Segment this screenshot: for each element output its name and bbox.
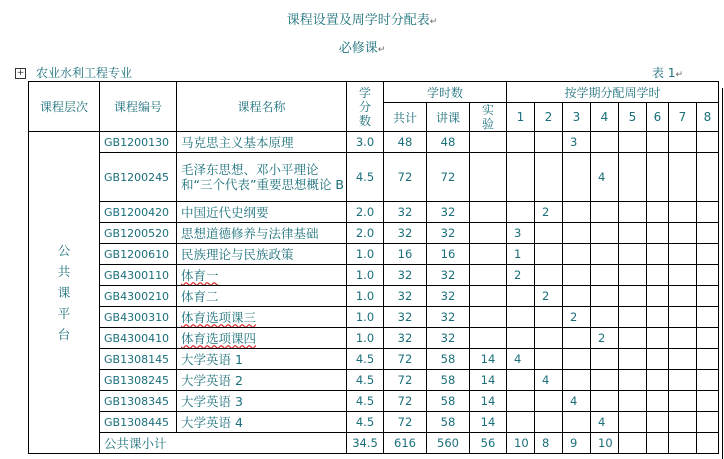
credit-value: 4.5 xyxy=(347,412,384,433)
subtotal-semester xyxy=(669,433,697,454)
lecture-hours: 58 xyxy=(427,412,470,433)
semester-hours: 2 xyxy=(591,328,619,349)
semester-hours xyxy=(697,349,719,370)
total-hours: 48 xyxy=(384,132,427,153)
semester-hours xyxy=(591,202,619,223)
credit-value: 1.0 xyxy=(347,286,384,307)
header-total: 共计 xyxy=(384,103,427,132)
lab-hours xyxy=(470,132,507,153)
semester-hours xyxy=(669,265,697,286)
course-code: GB1308245 xyxy=(100,370,177,391)
table-row xyxy=(29,391,719,412)
semester-hours: 2 xyxy=(535,286,563,307)
course-name: 马克思主义基本原理 xyxy=(177,132,347,153)
semester-hours xyxy=(619,370,647,391)
credit-value: 4.5 xyxy=(347,370,384,391)
semester-hours xyxy=(563,223,591,244)
semester-hours xyxy=(619,286,647,307)
table-row xyxy=(29,286,719,307)
semester-hours xyxy=(647,223,669,244)
header-semester: 2 xyxy=(535,103,563,132)
header-lab-char: 实 xyxy=(481,103,494,117)
table-number-label: 表 1↵ xyxy=(652,66,683,80)
table-row xyxy=(29,307,719,328)
semester-hours: 4 xyxy=(507,349,535,370)
lab-hours xyxy=(470,153,507,202)
semester-hours xyxy=(591,265,619,286)
course-name: 体育选项课三 xyxy=(177,307,347,328)
semester-hours xyxy=(697,307,719,328)
semester-hours xyxy=(669,132,697,153)
credit-value: 2.0 xyxy=(347,202,384,223)
lecture-hours: 32 xyxy=(427,202,470,223)
header-lecture: 讲课 xyxy=(427,103,470,132)
semester-hours xyxy=(535,244,563,265)
semester-hours xyxy=(669,244,697,265)
semester-hours: 2 xyxy=(535,202,563,223)
semester-hours xyxy=(591,223,619,244)
semester-hours xyxy=(535,265,563,286)
course-code: GB1308445 xyxy=(100,412,177,433)
course-code: GB4300110 xyxy=(100,265,177,286)
semester-hours: 4 xyxy=(591,412,619,433)
semester-hours xyxy=(697,244,719,265)
lab-hours xyxy=(470,328,507,349)
header-credit-char: 学 xyxy=(358,85,371,100)
total-hours: 32 xyxy=(384,265,427,286)
semester-hours: 3 xyxy=(563,132,591,153)
course-code: GB1200130 xyxy=(100,132,177,153)
lecture-hours: 16 xyxy=(427,244,470,265)
subtotal-semester xyxy=(647,433,669,454)
credit-value: 1.0 xyxy=(347,328,384,349)
header-name: 课程名称 xyxy=(177,82,347,132)
header-credit-char: 分 xyxy=(358,99,371,114)
table-row xyxy=(29,265,719,286)
total-hours: 32 xyxy=(384,223,427,244)
lab-hours xyxy=(470,244,507,265)
semester-hours xyxy=(619,265,647,286)
level-char: 公 xyxy=(57,243,71,258)
header-semester: 6 xyxy=(647,103,669,132)
lecture-hours: 72 xyxy=(427,153,470,202)
course-code: GB1200245 xyxy=(100,153,177,202)
table-row xyxy=(29,244,719,265)
course-code: GB4300410 xyxy=(100,328,177,349)
header-lab-char: 验 xyxy=(481,117,494,131)
table-right-edge xyxy=(722,88,723,459)
semester-hours xyxy=(507,132,535,153)
semester-hours xyxy=(647,370,669,391)
table-row xyxy=(29,370,719,391)
table-row xyxy=(29,223,719,244)
semester-hours xyxy=(669,286,697,307)
semester-hours xyxy=(669,391,697,412)
course-code: GB4300210 xyxy=(100,286,177,307)
header-lab xyxy=(470,103,507,132)
credit-value: 1.0 xyxy=(347,265,384,286)
semester-hours xyxy=(647,265,669,286)
semester-hours xyxy=(647,286,669,307)
semester-hours xyxy=(619,328,647,349)
table-row xyxy=(29,349,719,370)
header-semester: 8 xyxy=(697,103,719,132)
semester-hours xyxy=(697,412,719,433)
subtotal-semester: 8 xyxy=(535,433,563,454)
lab-hours xyxy=(470,223,507,244)
semester-hours xyxy=(619,349,647,370)
subtotal-semester: 10 xyxy=(591,433,619,454)
level-char: 平 xyxy=(57,306,71,321)
semester-hours xyxy=(697,265,719,286)
total-hours: 72 xyxy=(384,370,427,391)
header-semester: 1 xyxy=(507,103,535,132)
course-name: 思想道德修养与法律基础 xyxy=(177,223,347,244)
total-hours: 32 xyxy=(384,286,427,307)
semester-hours xyxy=(591,244,619,265)
lab-hours xyxy=(470,265,507,286)
semester-hours xyxy=(535,328,563,349)
total-hours: 16 xyxy=(384,244,427,265)
subtotal-label: 公共课小计 xyxy=(100,433,347,454)
course-name: 民族理论与民族政策 xyxy=(177,244,347,265)
table-move-handle-icon[interactable]: + xyxy=(16,68,25,78)
header-code: 课程编号 xyxy=(100,82,177,132)
semester-hours xyxy=(647,132,669,153)
total-hours: 72 xyxy=(384,153,427,202)
semester-hours xyxy=(697,153,719,202)
semester-hours xyxy=(535,412,563,433)
semester-hours: 4 xyxy=(591,153,619,202)
semester-hours xyxy=(647,412,669,433)
document-subtitle: 必修课↵ xyxy=(338,41,386,56)
lecture-hours: 32 xyxy=(427,286,470,307)
semester-hours xyxy=(619,132,647,153)
semester-hours xyxy=(507,328,535,349)
subtotal-lab: 56 xyxy=(470,433,507,454)
lab-hours: 14 xyxy=(470,349,507,370)
semester-hours xyxy=(535,223,563,244)
semester-hours xyxy=(563,153,591,202)
semester-hours xyxy=(669,307,697,328)
total-hours: 32 xyxy=(384,307,427,328)
table-row xyxy=(29,153,719,202)
semester-hours xyxy=(507,307,535,328)
total-hours: 72 xyxy=(384,412,427,433)
semester-hours xyxy=(507,391,535,412)
semester-hours xyxy=(563,328,591,349)
lab-hours: 14 xyxy=(470,391,507,412)
semester-hours: 4 xyxy=(535,370,563,391)
semester-hours xyxy=(591,132,619,153)
semester-hours xyxy=(507,153,535,202)
lab-hours: 14 xyxy=(470,412,507,433)
semester-hours xyxy=(591,391,619,412)
course-code: GB4300310 xyxy=(100,307,177,328)
subtotal-total: 616 xyxy=(384,433,427,454)
lab-hours: 14 xyxy=(470,370,507,391)
credit-value: 2.0 xyxy=(347,223,384,244)
semester-hours xyxy=(563,370,591,391)
lab-hours xyxy=(470,286,507,307)
credit-value: 4.5 xyxy=(347,349,384,370)
credit-value: 1.0 xyxy=(347,307,384,328)
course-name: 大学英语 3 xyxy=(177,391,347,412)
lecture-hours: 32 xyxy=(427,223,470,244)
semester-hours xyxy=(697,202,719,223)
semester-hours xyxy=(591,370,619,391)
document-title: 课程设置及周学时分配表↵ xyxy=(286,13,438,28)
header-weekly: 按学期分配周学时 xyxy=(507,82,719,103)
semester-hours xyxy=(669,370,697,391)
total-hours: 32 xyxy=(384,202,427,223)
semester-hours xyxy=(647,153,669,202)
table-row xyxy=(29,202,719,223)
credit-value: 4.5 xyxy=(347,391,384,412)
semester-hours xyxy=(591,349,619,370)
semester-hours xyxy=(619,412,647,433)
semester-hours xyxy=(669,328,697,349)
course-code: GB1200420 xyxy=(100,202,177,223)
semester-hours xyxy=(619,153,647,202)
semester-hours xyxy=(535,132,563,153)
semester-hours xyxy=(563,286,591,307)
semester-hours xyxy=(647,307,669,328)
lecture-hours: 58 xyxy=(427,349,470,370)
semester-hours: 2 xyxy=(563,307,591,328)
semester-hours xyxy=(563,265,591,286)
course-code: GB1200610 xyxy=(100,244,177,265)
semester-hours xyxy=(619,391,647,412)
semester-hours xyxy=(697,223,719,244)
semester-hours xyxy=(647,349,669,370)
semester-hours: 4 xyxy=(563,391,591,412)
lecture-hours: 58 xyxy=(427,370,470,391)
course-table xyxy=(28,81,719,454)
course-name: 体育选项课四 xyxy=(177,328,347,349)
semester-hours xyxy=(563,244,591,265)
semester-hours xyxy=(619,202,647,223)
credit-value: 3.0 xyxy=(347,132,384,153)
header-credit xyxy=(347,82,384,132)
semester-hours xyxy=(563,349,591,370)
level-char: 台 xyxy=(57,327,71,342)
semester-hours xyxy=(619,307,647,328)
semester-hours xyxy=(563,412,591,433)
level-char: 课 xyxy=(57,285,71,300)
lecture-hours: 32 xyxy=(427,265,470,286)
semester-hours xyxy=(647,391,669,412)
semester-hours xyxy=(669,202,697,223)
major-label: 农业水利工程专业 xyxy=(36,66,133,80)
semester-hours xyxy=(697,328,719,349)
semester-hours: 1 xyxy=(507,244,535,265)
semester-hours xyxy=(507,286,535,307)
course-code: GB1308145 xyxy=(100,349,177,370)
credit-value: 1.0 xyxy=(347,244,384,265)
total-hours: 72 xyxy=(384,391,427,412)
semester-hours xyxy=(507,412,535,433)
semester-hours xyxy=(669,223,697,244)
semester-hours xyxy=(563,202,591,223)
semester-hours xyxy=(697,132,719,153)
semester-hours xyxy=(669,153,697,202)
semester-hours xyxy=(647,202,669,223)
course-name: 中国近代史纲要 xyxy=(177,202,347,223)
subtotal-semester: 10 xyxy=(507,433,535,454)
semester-hours: 2 xyxy=(507,265,535,286)
header-semester: 4 xyxy=(591,103,619,132)
lab-hours xyxy=(470,202,507,223)
semester-hours xyxy=(697,391,719,412)
semester-hours xyxy=(591,307,619,328)
subtotal-row xyxy=(29,433,719,454)
lab-hours xyxy=(470,307,507,328)
semester-hours xyxy=(507,202,535,223)
subtotal-credit: 34.5 xyxy=(347,433,384,454)
lecture-hours: 58 xyxy=(427,391,470,412)
table-row xyxy=(29,328,719,349)
subtotal-semester xyxy=(619,433,647,454)
semester-hours xyxy=(535,307,563,328)
header-semester: 7 xyxy=(669,103,697,132)
header-level: 课程层次 xyxy=(29,82,100,132)
course-code: GB1308345 xyxy=(100,391,177,412)
lecture-hours: 48 xyxy=(427,132,470,153)
course-name: 体育二 xyxy=(177,286,347,307)
header-semester: 3 xyxy=(563,103,591,132)
credit-value: 4.5 xyxy=(347,153,384,202)
course-code: GB1200520 xyxy=(100,223,177,244)
semester-hours xyxy=(619,223,647,244)
lecture-hours: 32 xyxy=(427,328,470,349)
semester-hours xyxy=(535,349,563,370)
level-char: 共 xyxy=(57,264,71,279)
semester-hours: 3 xyxy=(507,223,535,244)
semester-hours xyxy=(535,153,563,202)
total-hours: 72 xyxy=(384,349,427,370)
subtotal-semester xyxy=(697,433,719,454)
header-credit-char: 数 xyxy=(358,113,371,128)
semester-hours xyxy=(647,244,669,265)
course-name: 大学英语 1 xyxy=(177,349,347,370)
course-name: 体育一 xyxy=(177,265,347,286)
semester-hours xyxy=(507,370,535,391)
level-cell xyxy=(29,132,100,454)
semester-hours xyxy=(647,328,669,349)
lecture-hours: 32 xyxy=(427,307,470,328)
table-row xyxy=(29,132,719,153)
subtotal-semester: 9 xyxy=(563,433,591,454)
course-name: 大学英语 2 xyxy=(177,370,347,391)
subtotal-lecture: 560 xyxy=(427,433,470,454)
table-row xyxy=(29,412,719,433)
course-name: 毛泽东思想、邓小平理论和“三个代表”重要思想概论 B xyxy=(177,153,347,202)
semester-hours xyxy=(591,286,619,307)
header-semester: 5 xyxy=(619,103,647,132)
semester-hours xyxy=(697,370,719,391)
total-hours: 32 xyxy=(384,328,427,349)
semester-hours xyxy=(669,349,697,370)
semester-hours xyxy=(619,244,647,265)
semester-hours xyxy=(697,286,719,307)
header-hours: 学时数 xyxy=(384,82,507,103)
semester-hours xyxy=(535,391,563,412)
course-name: 大学英语 4 xyxy=(177,412,347,433)
semester-hours xyxy=(669,412,697,433)
